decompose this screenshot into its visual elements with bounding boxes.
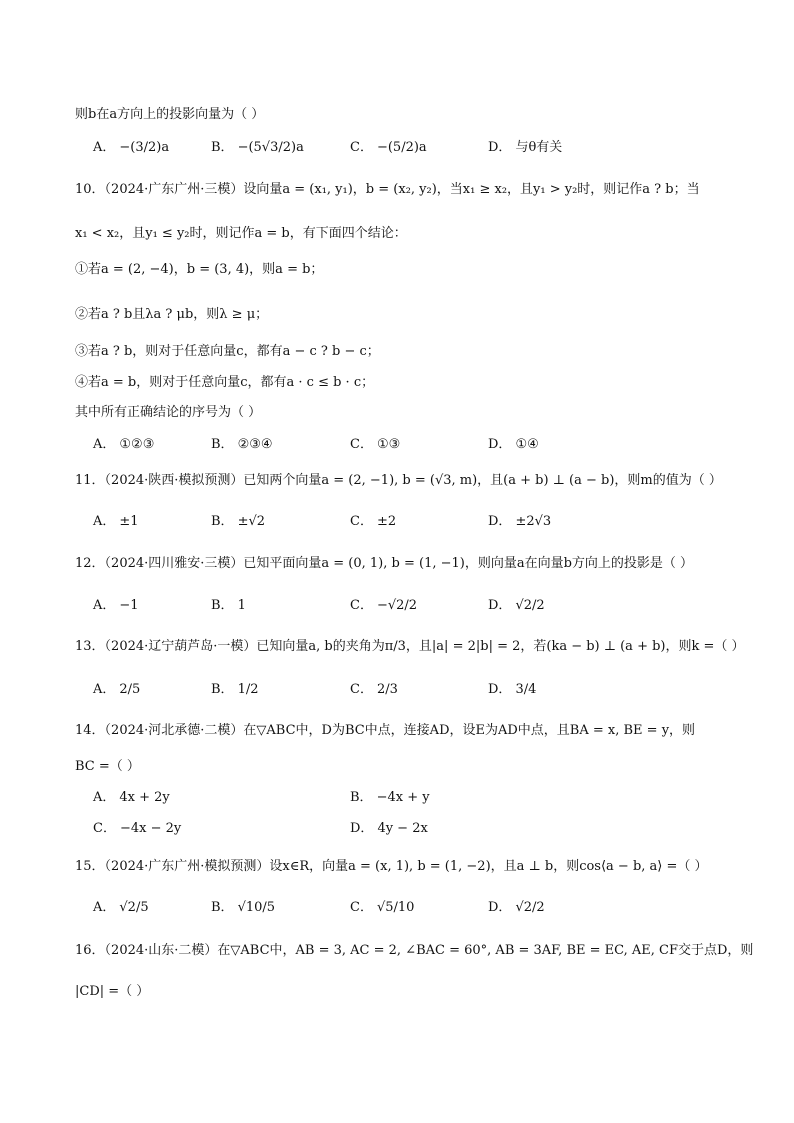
q12-option-b[interactable]: B． 1 (211, 598, 246, 613)
q13-options (93, 676, 723, 710)
q11-option-a[interactable]: A． ±1 (93, 514, 139, 529)
q11-option-c[interactable]: C． ±2 (350, 514, 397, 529)
q11-stem: 11．（2024·陕西·模拟预测）已知两个向量a = (2, −1), b = (√3, m)，且(a + b) ⊥ (a − b)，则m的值为（ ） (75, 473, 722, 488)
q16-stem-line1: 16．（2024·山东·二模）在▽ABC中，AB = 3, AC = 2, ∠BAC = 60°, AB = 3AF, BE = EC, AE, CF交于点D，则 (75, 943, 754, 958)
q15-option-d[interactable]: D． √2/2 (488, 900, 545, 915)
q14-options-row1 (93, 784, 723, 818)
q14-options-row2 (93, 815, 723, 849)
q10-option-c[interactable]: C． ①③ (350, 437, 401, 452)
q12-options (93, 592, 723, 626)
q9-option-b[interactable]: B． −(5√3/2)a (211, 140, 304, 155)
q14-option-c[interactable]: C． −4x − 2y (93, 821, 182, 836)
q12-stem: 12．（2024·四川雅安·三模）已知平面向量a = (0, 1), b = (1, −1)，则向量a在向量b方向上的投影是（ ） (75, 556, 694, 571)
q11-options (93, 508, 723, 542)
q10-stem-line2: x₁ < x₂，且y₁ ≤ y₂时，则记作a = b，有下面四个结论： (75, 226, 407, 241)
q16-stem-line2: |CD| =（ ） (75, 984, 150, 999)
q15-stem: 15．（2024·广东广州·模拟预测）设x∈R，向量a = (x, 1), b = (1, −2)，且a ⊥ b，则cos⟨a − b, a⟩ =（ ） (75, 859, 708, 874)
q15-options (93, 894, 723, 928)
q10-stem-line1: 10．（2024·广东广州·三模）设向量a = (x₁, y₁)，b = (x₂, y₂)，当x₁ ≥ x₂，且y₁ > y₂时，则记作a ? b；当 (75, 182, 700, 197)
q14-stem-line1: 14．（2024·河北承德·二模）在▽ABC中，D为BC中点，连接AD，设E为AD中点，且BA = x, BE = y，则 (75, 723, 696, 738)
q14-option-a[interactable]: A． 4x + 2y (93, 790, 170, 805)
q13-stem: 13．（2024·辽宁葫芦岛·一模）已知向量a, b的夹角为π/3，且|a| = 2|b| = 2，若(ka − b) ⊥ (a + b)，则k =（ ） (75, 639, 745, 654)
q12-option-d[interactable]: D． √2/2 (488, 598, 545, 613)
q11-option-d[interactable]: D． ±2√3 (488, 514, 552, 529)
q10-option-a[interactable]: A． ①②③ (93, 437, 155, 452)
q14-option-d[interactable]: D． 4y − 2x (350, 821, 428, 836)
q9-option-c[interactable]: C． −(5/2)a (350, 140, 427, 155)
q10-option-d[interactable]: D． ①④ (488, 437, 539, 452)
q15-option-c[interactable]: C． √5/10 (350, 900, 415, 915)
q12-option-a[interactable]: A． −1 (93, 598, 139, 613)
q10-item-4: ④若a = b，则对于任意向量c，都有a · c ≤ b · c； (75, 375, 375, 390)
q10-item-3: ③若a ? b，则对于任意向量c，都有a − c ? b − c； (75, 344, 380, 359)
q15-option-b[interactable]: B． √10/5 (211, 900, 276, 915)
q10-option-b[interactable]: B． ②③④ (211, 437, 273, 452)
q11-option-b[interactable]: B． ±√2 (211, 514, 266, 529)
q13-option-c[interactable]: C． 2/3 (350, 682, 398, 697)
q15-option-a[interactable]: A． √2/5 (93, 900, 149, 915)
q9-option-a[interactable]: A． −(3/2)a (93, 140, 170, 155)
q13-option-b[interactable]: B． 1/2 (211, 682, 259, 697)
q14-option-b[interactable]: B． −4x + y (350, 790, 430, 805)
q10-options (93, 431, 723, 465)
q13-option-a[interactable]: A． 2/5 (93, 682, 141, 697)
q14-stem-line2: BC =（ ） (75, 759, 140, 774)
q9-option-d[interactable]: D． 与θ有关 (488, 140, 563, 155)
q10-item-2: ②若a ? b且λa ? μb，则λ ≥ μ； (75, 307, 269, 322)
q10-question: 其中所有正确结论的序号为（ ） (75, 405, 262, 420)
q9-options (93, 134, 723, 168)
q12-option-c[interactable]: C． −√2/2 (350, 598, 418, 613)
q13-option-d[interactable]: D． 3/4 (488, 682, 537, 697)
q10-item-1: ①若a = (2, −4)，b = (3, 4)，则a = b； (75, 262, 324, 277)
q9-stem: 则b在a方向上的投影向量为（ ） (75, 107, 265, 122)
